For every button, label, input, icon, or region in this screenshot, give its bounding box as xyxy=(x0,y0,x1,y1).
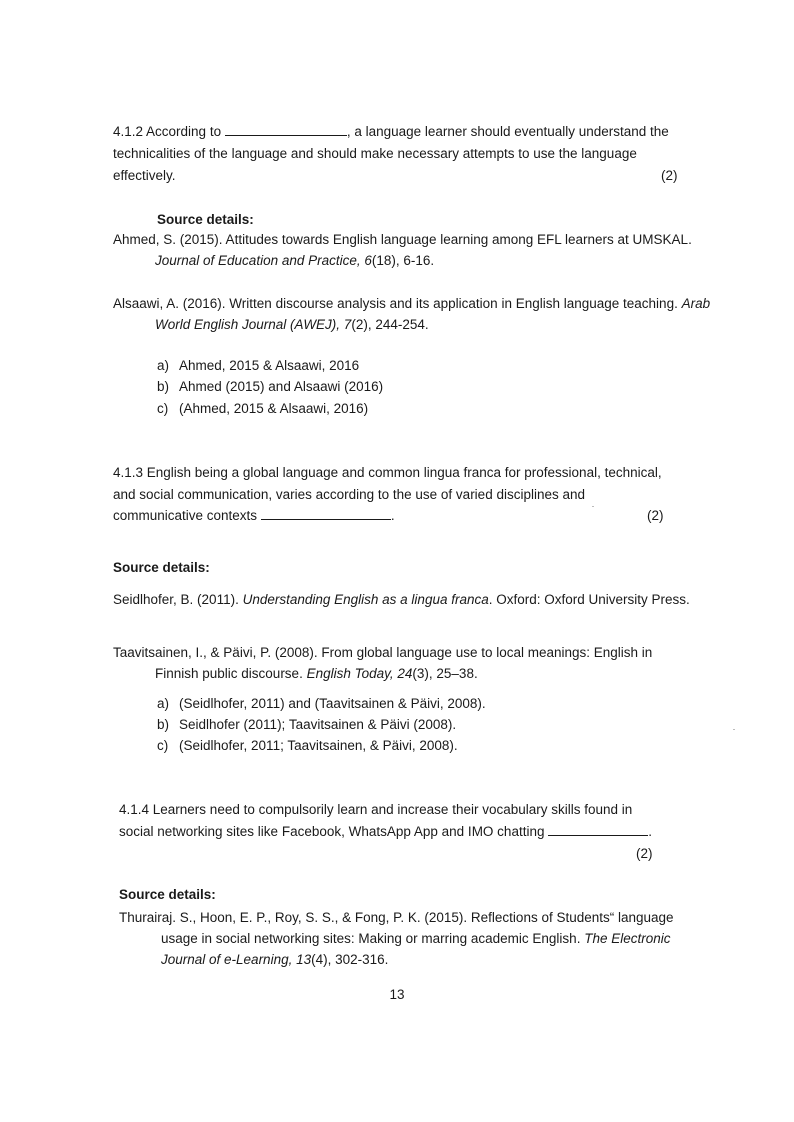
q414-marks: (2) xyxy=(636,846,653,861)
q413-reference-2: Taavitsainen, I., & Päivi, P. (2008). From global language use to local meanings: English in Finnish public discourse. English Today, 24(3), 25–38. xyxy=(113,645,653,681)
q412-answer-blank[interactable] xyxy=(225,123,347,136)
q414-reference-1: Thurairaj. S., Hoon, E. P., Roy, S. S., & Fong, P. K. (2015). Reflections of Students“ language usage in social networking sites: Making or marring academic English. The Electronic Journal of e-Learning, 13(4), 302-316. xyxy=(119,910,674,967)
q413-option-c[interactable]: c) (Seidlhofer, 2011; Taavitsainen, & Päivi, 2008). xyxy=(157,738,458,753)
q413-answer-blank[interactable] xyxy=(261,507,391,520)
scan-speck xyxy=(592,506,594,507)
q412-line2: technicalities of the language and should make necessary attempts to use the language xyxy=(113,146,637,161)
q413-line1: 4.1.3 English being a global language and common lingua franca for professional, technical, xyxy=(113,465,662,480)
q413-source-heading: Source details: xyxy=(113,560,210,575)
q413-marks: (2) xyxy=(647,508,664,523)
q413-line3: communicative contexts . xyxy=(113,508,395,523)
q413-option-a[interactable]: a) (Seidlhofer, 2011) and (Taavitsainen & Päivi, 2008). xyxy=(157,696,486,711)
q412-line1-end: , a language learner should eventually understand the xyxy=(346,124,669,139)
q412-line1-start: 4.1.2 According to xyxy=(113,124,225,139)
q413-reference-1: Seidlhofer, B. (2011). Understanding English as a lingua franca. Oxford: Oxford University Press. xyxy=(113,592,690,607)
q414-line2: social networking sites like Facebook, WhatsApp App and IMO chatting . xyxy=(119,824,652,839)
page-number: 13 xyxy=(389,987,405,1002)
q412-reference-1: Ahmed, S. (2015). Attitudes towards English language learning among EFL learners at UMSKAL. Journal of Education and Practice, 6(18), 6-16. xyxy=(113,232,692,268)
q413-line2: and social communication, varies according to the use of varied disciplines and xyxy=(113,487,586,502)
q412-option-a[interactable]: a) Ahmed, 2015 & Alsaawi, 2016 xyxy=(157,358,360,373)
scan-speck xyxy=(733,729,735,730)
q414-answer-blank[interactable] xyxy=(548,823,648,836)
q414-source-heading: Source details: xyxy=(119,887,216,902)
q414-line1: 4.1.4 Learners need to compulsorily learn and increase their vocabulary skills found in xyxy=(119,802,633,817)
q412-option-c[interactable]: c) (Ahmed, 2015 & Alsaawi, 2016) xyxy=(157,401,369,416)
q412-marks: (2) xyxy=(661,168,678,183)
q412-line3: effectively. xyxy=(113,168,176,183)
q412-option-b[interactable]: b) Ahmed (2015) and Alsaawi (2016) xyxy=(157,379,384,394)
q412-line1 xyxy=(113,123,669,141)
q413-option-b[interactable]: b) Seidlhofer (2011); Taavitsainen & Päivi (2008). xyxy=(157,717,457,732)
q412-reference-2: Alsaawi, A. (2016). Written discourse analysis and its application in English language teaching. Arab World English Journal (AWEJ), 7(2), 244-254. xyxy=(113,296,711,332)
q412-source-heading: Source details: xyxy=(157,212,254,227)
